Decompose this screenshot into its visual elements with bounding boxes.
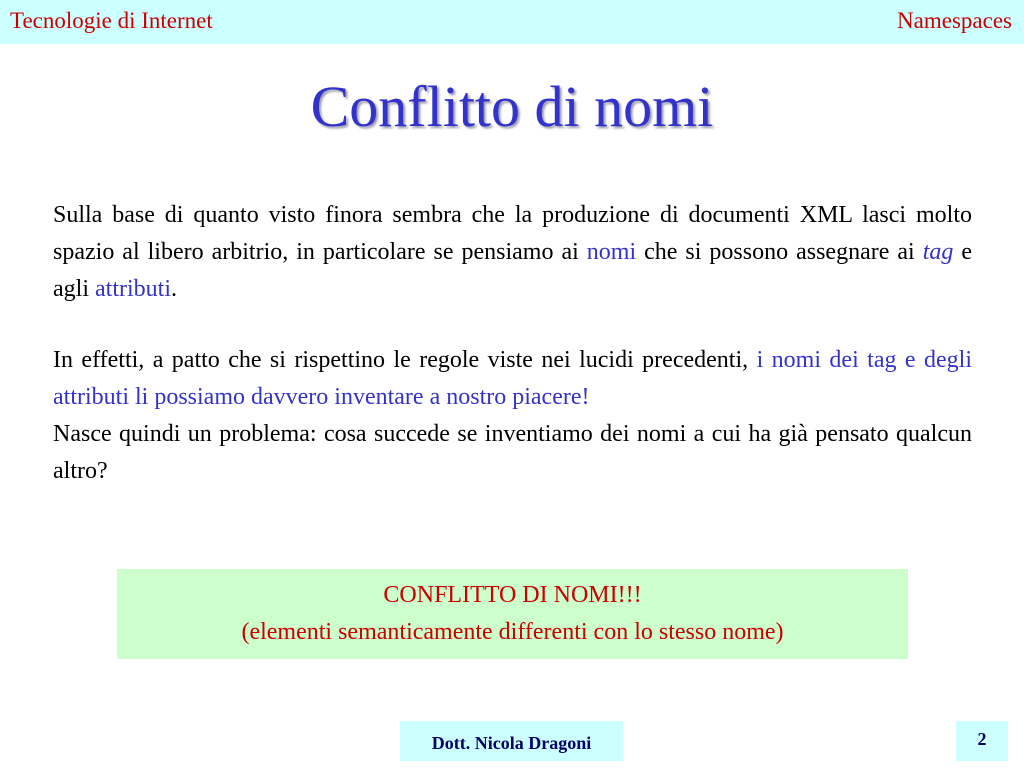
- highlight-attributi: attributi: [95, 276, 171, 302]
- callout-box: [117, 569, 908, 659]
- paragraph-problema: Nasce quindi un problema: cosa succede se inventiamo dei nomi a cui ha già pensato qualcun altro?: [53, 421, 972, 484]
- slide-body: [53, 197, 972, 490]
- footer-author: Dott. Nicola Dragoni: [400, 721, 623, 761]
- topic-title: Namespaces: [897, 8, 1012, 33]
- header-bar: [0, 0, 1024, 44]
- slide-title: Conflitto di nomi: [310, 74, 714, 139]
- text-run: .: [170, 276, 177, 302]
- page-number: 2: [956, 721, 1008, 761]
- text-run: In effetti, a patto che si rispettino le regole viste nei lucidi precedenti,: [53, 347, 757, 373]
- text-run: e agli: [53, 239, 973, 302]
- paragraph-effetti: [53, 342, 972, 416]
- highlight-tag: tag: [922, 239, 954, 265]
- text-run: Sulla base di quanto visto finora sembra che la produzione di documenti XML lasci molto spazio al libero arbitrio, in particolare se pensiamo ai: [53, 202, 972, 265]
- text-run: che si possono assegnare ai: [636, 239, 923, 265]
- highlight-nomi: nomi: [586, 239, 637, 265]
- callout-subtext: (elementi semanticamente differenti con lo stesso nome): [241, 619, 784, 645]
- paragraph-intro: [53, 197, 972, 308]
- callout-heading: CONFLITTO DI NOMI!!!: [383, 582, 642, 608]
- course-title: Tecnologie di Internet: [10, 8, 213, 33]
- highlight-inventare: i nomi dei tag e degli attributi li possiamo davvero inventare a nostro piacere!: [53, 347, 972, 410]
